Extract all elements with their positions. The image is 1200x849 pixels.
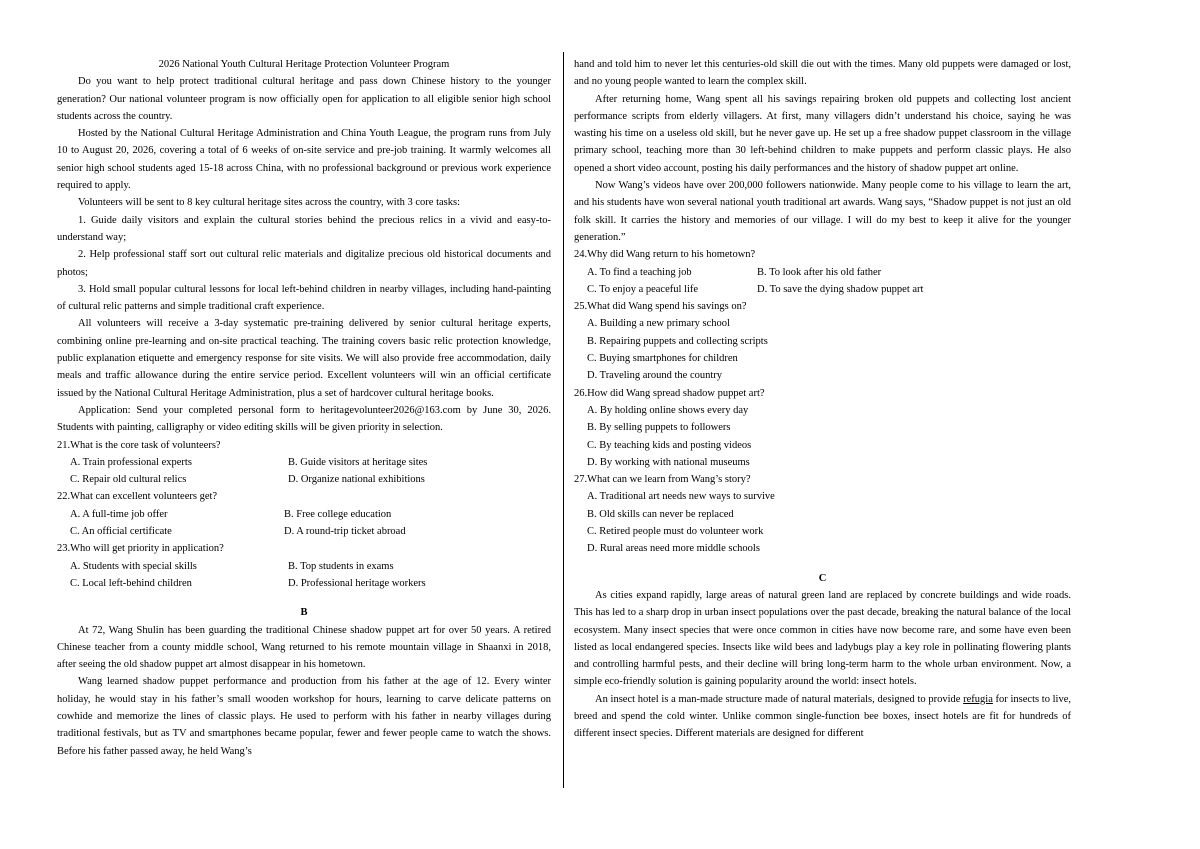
question-21: [57, 437, 551, 489]
option[interactable]: A. Traditional art needs new ways to survive: [587, 491, 775, 503]
option[interactable]: C. Local left-behind children: [70, 577, 192, 589]
option[interactable]: A. By holding online shows every day: [587, 404, 749, 416]
application-paragraph: Application: Send your completed personal form to heritagevolunteer2026@163.com by June 30, 2026. Students with painting, calligraphy or video editing skills will be given priority in selection.: [57, 404, 551, 434]
text-run: for insects to live, breed and spend the cold winter. Unlike common single-function bee boxes, insect hotels are fit for hundreds of different insect species. Different materials are designed for different: [574, 693, 1072, 740]
option[interactable]: C. Repair old cultural relics: [70, 474, 187, 486]
question-stem: 24.Why did Wang return to his hometown?: [574, 249, 756, 261]
option[interactable]: A. Students with special skills: [70, 560, 197, 572]
passage-c-paragraph: As cities expand rapidly, large areas of natural green land are replaced by concrete buildings and wide roads. This has led to a sharp drop in urban insect populations over the past decade, breaking the natural balance of the local ecosystem. Many insect species that were once common in cities have now become rare, and some have even been listed as local endangered species. Insects like wild bees and ladybugs play a key role in pollinating flowering plants and controlling harmful pests, and their decline will bring long-term harm to the whole urban environment. Now, a simple eco-friendly solution is gaining popularity around the world: insect hotels.: [574, 589, 1071, 688]
section-c-heading: C: [818, 572, 827, 584]
option[interactable]: A. To find a teaching job: [587, 266, 692, 278]
option[interactable]: A. Building a new primary school: [587, 318, 730, 330]
question-22: [57, 488, 551, 540]
question-stem: 21.What is the core task of volunteers?: [57, 439, 221, 451]
question-stem: 22.What can excellent volunteers get?: [57, 491, 218, 503]
left-column: [57, 56, 551, 760]
question-27: [574, 471, 1071, 557]
question-stem: 26.How did Wang spread shadow puppet art?: [574, 387, 765, 399]
column-divider: [563, 52, 564, 788]
task-item: 3. Hold small popular cultural lessons for local left-behind children in nearby villages, including hand-painting of cultural relic patterns and simple traditional craft experience.: [57, 283, 551, 313]
task-item: 2. Help professional staff sort out cultural relic materials and digitalize precious old historical documents and photos;: [57, 249, 551, 278]
option[interactable]: A. A full-time job offer: [70, 508, 168, 520]
question-stem: 27.What can we learn from Wang’s story?: [574, 474, 751, 486]
passage-a-paragraph: Do you want to help protect traditional cultural heritage and pass down Chinese history to the younger generation? Our national volunteer program is now officially open for application to all eligible senior high school students across the country.: [57, 76, 551, 122]
option[interactable]: C. An official certificate: [70, 526, 172, 538]
option[interactable]: B. To look after his old father: [757, 266, 882, 278]
task-item: 1. Guide daily visitors and explain the cultural stories behind the precious relics in a vivid and easy-to-understand way;: [57, 214, 551, 243]
option[interactable]: C. Retired people must do volunteer work: [587, 526, 764, 538]
question-stem: 23.Who will get priority in application?: [57, 543, 224, 555]
option[interactable]: C. To enjoy a peaceful life: [587, 283, 699, 295]
option[interactable]: D. To save the dying shadow puppet art: [757, 283, 924, 295]
option[interactable]: C. By teaching kids and posting videos: [587, 439, 752, 451]
question-25: [574, 298, 1071, 384]
option[interactable]: B. Top students in exams: [288, 560, 394, 572]
option[interactable]: D. Organize national exhibitions: [288, 474, 425, 486]
option[interactable]: B. Free college education: [284, 508, 392, 520]
section-b-heading: B: [300, 607, 308, 619]
option[interactable]: C. Buying smartphones for children: [587, 353, 738, 365]
passage-b-paragraph: At 72, Wang Shulin has been guarding the traditional Chinese shadow puppet art for over 50 years. A retired Chinese teacher from a county middle school, Wang returned to his remote mountain village in Shaanxi in 2018, after seeing the old shadow puppet art almost disappear in his hometown.: [57, 624, 551, 671]
passage-a-paragraph: Volunteers will be sent to 8 key cultural heritage sites across the country, with 3 core tasks:: [78, 197, 460, 209]
right-column: [574, 56, 1071, 743]
option[interactable]: D. Professional heritage workers: [288, 577, 426, 589]
underlined-word: refugia: [963, 693, 993, 705]
question-24: [574, 246, 1071, 298]
option[interactable]: B. By selling puppets to followers: [587, 422, 731, 434]
option[interactable]: B. Guide visitors at heritage sites: [288, 456, 428, 468]
option[interactable]: D. Rural areas need more middle schools: [587, 543, 760, 555]
passage-a-paragraph: Hosted by the National Cultural Heritage Administration and China Youth League, the program runs from July 10 to August 20, 2026, covering a total of 6 weeks of on-site service and pre-job training. It warmly welcomes all senior high school students aged 15-18 across China, with no professional background or previous work experience required to apply.: [57, 128, 551, 192]
option[interactable]: D. By working with national museums: [587, 456, 750, 468]
option[interactable]: B. Repairing puppets and collecting scripts: [587, 335, 768, 347]
question-stem: 25.What did Wang spend his savings on?: [574, 301, 747, 313]
passage-b-continuation: hand and told him to never let this centuries-old skill die out with the times. Many old puppets were damaged or lost, and no young people wanted to learn the complex skill.: [574, 59, 1071, 88]
passage-c-paragraph: [574, 691, 1071, 743]
option[interactable]: B. Old skills can never be replaced: [587, 508, 734, 520]
passage-a-title: 2026 National Youth Cultural Heritage Protection Volunteer Program: [158, 59, 450, 70]
passage-b-paragraph: Wang learned shadow puppet performance and production from his father at the age of 12. Every winter holiday, he would stay in his father’s small wooden workshop for hours, learning to carve delicate patterns on cowhide and memorize the lines of classic plays. He used to perform with his father in nearby villages during traditional festivals, but as TV and smartphones became popular, fewer and fewer people came to watch the shows. Before his father passed away, he held Wang’s: [57, 676, 551, 757]
option[interactable]: D. Traveling around the country: [587, 370, 723, 382]
question-26: [574, 385, 1071, 471]
option[interactable]: D. A round-trip ticket abroad: [284, 526, 406, 538]
passage-b-paragraph: After returning home, Wang spent all his savings repairing broken old puppets and collecting lost ancient performance scripts from elderly villagers. At first, many villagers didn’t understand his choice, saying he was wasting his time on a useless old skill, but he never gave up. He set up a free shadow puppet classroom in the village primary school, teaching more than 30 left-behind children to make puppets and perform classic plays. He also opened a short video account, posting his daily performances and the history of shadow puppet art online.: [574, 93, 1071, 174]
text-run: An insect hotel is a man-made structure made of natural materials, designed to provide: [595, 693, 964, 705]
passage-a-paragraph: All volunteers will receive a 3-day systematic pre-training delivered by senior cultural heritage experts, combining online pre-learning and on-site practical teaching. The training covers basic relic protection knowledge, public explanation etiquette and emergency response for site visits. We will also provide free accommodation, daily meals and traffic allowance during the entire service period. Excellent volunteers will win an official certificate issued by the National Cultural Heritage Administration, plus a set of hardcover cultural heritage books.: [57, 318, 551, 399]
passage-b-paragraph: Now Wang’s videos have over 200,000 followers nationwide. Many people come to his village to learn the art, and his students have won several national youth traditional art awards. Wang says, “Shadow puppet is not just an old folk skill. It carries the history and memories of our village. I will do my best to keep it alive for the younger generation.”: [574, 180, 1071, 243]
question-23: [57, 540, 551, 592]
option[interactable]: A. Train professional experts: [70, 456, 192, 468]
